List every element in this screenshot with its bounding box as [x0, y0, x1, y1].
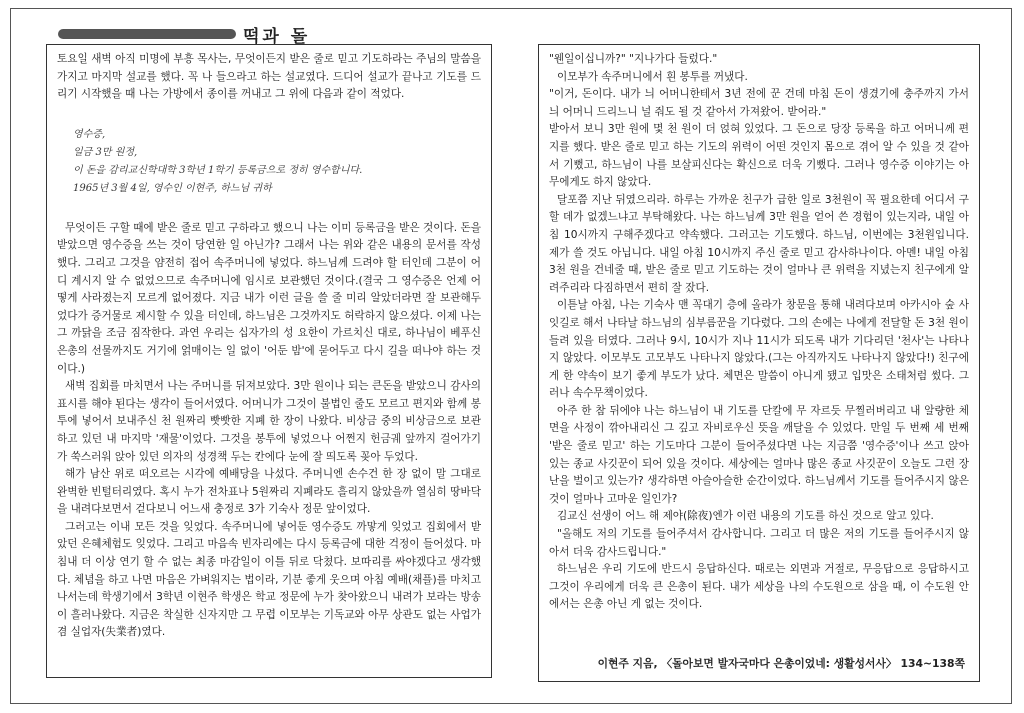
paragraph: 아주 한 참 뒤에야 나는 하느님이 내 기도를 단칼에 무 자르듯 무찔러버리고 내 알량한 체면을 사정이 깎아내리신 그 깊고 자비로우신 뜻을 깨달을 수 있었다. 만일 두 번째 세 번째 '받은 줄로 믿고' 하는 기도마다 그분이 들어주셨다면 나는 지금쯤 '영수증'이나 쓰고 앉아 있는 종교 사깃꾼이 되어 있을 것이다. 세상에는 얼마나 많은 종교 사깃꾼이 오늘도 그런 장난을 벌이고 있는가? 생각하면 아슬아슬한 순간이었다. 하느님께서 기도를 들어주시지 않은 것이 얼마나 고마운 일인가?: [549, 404, 969, 505]
paragraph: 그러고는 이내 모든 것을 잊었다. 속주머니에 넣어둔 영수증도 까맣게 잊었고 집회에서 받았던 은혜체험도 잊었다. 그리고 마음속 빈자리에는 다시 등록금에 대한 걱정이 들어섰다. 마침내 더 이상 연기 할 수 없는 최종 마감일이 이틀 뒤로 닥쳤다. 보따리를 싸야겠다고 생각했다. 체념을 하고 나면 마음은 가벼워지는 법이라, 기분 좋게 웃으며 아침 예배(채플)를 마치고 나서는데 학생기에서 3학년 이현주 학생은 학교 정문에 누가 찾아왔으니 내려가 보라는 방송이 흘러나왔다. 지금은 착실한 신자지만 그 무렵 이모부는 기독교와 아무 상관도 없는 사업가 겸 실업자(失業者)였다.: [57, 520, 481, 639]
receipt-line: 일금 3만 원정,: [73, 146, 138, 158]
paragraph: 이모부가 속주머니에서 흰 봉투를 꺼냈다.: [557, 70, 748, 83]
paragraph: 해가 남산 위로 떠오르는 시각에 예배당을 나섰다. 주머니엔 손수건 한 장 없이 말 그대로 완벽한 빈털터리였다. 혹시 누가 전차표나 5원짜리 지폐라도 흘리지 않았을까 열심히 땅바닥을 내려다보면서 걷다보니 어느새 충정로 3가 기숙사 정문 앞이었다.: [57, 468, 481, 516]
right-column: [538, 44, 980, 682]
paragraph: 무엇이든 구할 때에 받은 줄로 믿고 구하라고 했으니 나는 이미 등록금을 받은 것이다. 돈을 받았으면 영수증을 쓰는 것이 당연한 일 아닌가? 그래서 나는 위와 같은 내용의 문서를 작성했다. 그리고 그것을 얌전히 접어 속주머니에 넣었다. 하느님께 드려야 할 터인데 그분이 어디 계시지 알 수 없었으므로 속주머니에 임시로 보관했던 것이다.(결국 그 영수증은 언제 어떻게 사라졌는지 모르게 없어졌다. 지금 내가 이런 글을 쓸 줄 미리 알았더라면 잘 보관해두었다가 증거물로 제시할 수 있을 터인데, 하느님은 그것까지도 허락하지 않으셨다. 이제 나는 그 까닭을 조금 짐작한다. 과연 우리는 십자가의 성 요한이 가르치신 대로, 하나님이 베푸신 은총의 선물까지도 거기에 얽매이는 일 없이 '어둔 밤'에 묻어두고 다시 길을 떠나야 하는 것이다.): [57, 221, 481, 375]
header-decoration-bar: [58, 29, 236, 39]
page-title: 떡과 돌: [243, 27, 311, 47]
paragraph: 새벽 집회를 마치면서 나는 주머니를 뒤져보았다. 3만 원이나 되는 큰돈을 받았으니 감사의 표시를 해야 된다는 생각이 들어서였다. 어머니가 그것이 불법인 줄도 모르고 편지와 함께 봉투에 넣어서 보내주신 천 원짜리 빳빳한 지폐 한 장이 나왔다. 비상금 중의 비상금으로 보관하고 있던 내 마지막 '재물'이었다. 그것을 봉투에 넣었으나 어쩐지 헌금궤 앞까지 걸어가기가 쑥스러워 앉아 있던 의자의 성경책 두는 칸에다 눈에 잘 띄도록 꽂아 두었다.: [57, 380, 481, 463]
paragraph: 김교신 선생이 어느 해 제야(除夜)엔가 이런 내용의 기도를 하신 것으로 알고 있다.: [557, 510, 934, 523]
paragraph: 이튿날 아침, 나는 기숙사 맨 꼭대기 층에 올라가 창문을 통해 내려다보며 아카시아 숲 사잇길로 해서 나타날 하느님의 심부름꾼을 기다렸다. 그의 손에는 나에게 전달할 돈 3천 원이 들려 있을 터였다. 그러나 9시, 10시가 지나 11시가 되도록 내가 기다리던 '천사'는 나타나지 않았다. 이모부도 고모부도 나타나지 않았다.(그는 아직까지도 나타나지 않았다!) 친구에게 한 약속이 보기 좋게 부도가 났다. 체면은 말씀이 아니게 됐고 입맛은 소태처럼 썼다. 그러나 속수무책이었다.: [549, 299, 969, 400]
receipt-line: 이 돈을 감리교신학대학 3학년 1학기 등록금으로 정히 영수합니다.: [73, 164, 363, 176]
paragraph: "웬일이십니까?" "지나가다 들렀다.": [549, 53, 718, 65]
receipt-line: 영수증,: [73, 128, 106, 140]
paragraph: 토요일 새벽 아직 미명에 부흥 목사는, 무엇이든지 받은 줄로 믿고 기도하라는 주님의 말씀을 가지고 마지막 설교를 했다. 꼭 나 들으라고 하는 설교였다. 드디어 설교가 끝나고 기도를 드리기 시작했을 때 나는 가방에서 종이를 꺼내고 그 위에 다음과 같이 적었다.: [57, 53, 481, 101]
paragraph: "올해도 저의 기도를 들어주셔서 감사합니다. 그리고 더 많은 저의 기도를 들어주시지 않아서 더욱 감사드립니다.": [549, 528, 969, 558]
left-column: [46, 44, 492, 678]
paragraph: 받아서 보니 3만 원에 몇 천 원이 더 얹혀 있었다. 그 돈으로 당장 등록을 하고 어머니께 편지를 했다. 받은 줄로 믿고 하는 기도의 위력이 어떤 것인지 몸으로 겪어 알 수 있을 것 같아서 기뻤고, 하느님이 나를 보살피신다는 확신으로 더욱 기뻤다. 그러나 영수증 이야기는 아무에게도 하지 않았다.: [549, 123, 969, 189]
source-citation: 이현주 지음, 〈돌아보면 발자국마다 은총이었네: 생활성서사〉 134~138쪽: [597, 657, 965, 670]
paragraph: "이거, 돈이다. 내가 늬 어머니한테서 3년 전에 꾼 건데 마침 돈이 생겼기에 충주까지 가서 늬 어머니 드리느니 널 줘도 될 것 같아서 가져왔어. 받어라.": [549, 88, 969, 118]
handwritten-receipt: [73, 126, 481, 198]
paragraph: 달포쯤 지난 뒤였으리라. 하루는 가까운 친구가 급한 일로 3천원이 꼭 필요한데 어디서 구할 데가 없겠느냐고 부탁해왔다. 나는 하느님께 3만 원을 얻어 쓴 경험이 있는지라, 내일 아침 10시까지 구해주겠다고 약속했다. 그러고는 기도했다. 하느님, 이번에는 3천원입니다. 제가 쓸 것도 아닙니다. 내일 아침 10시까지 주신 줄로 믿고 감사하나이다. 아멘! 내일 아침 3천 원을 건네줄 때, 받은 줄로 믿고 기도하는 것이 얼마나 큰 위력을 지녔는지 친구에게 알려주리라 다짐하면서 편히 잘 잤다.: [549, 193, 969, 294]
receipt-line: 1965년 3월 4일, 영수인 이현주, 하느님 귀하: [73, 182, 272, 194]
paragraph: 하느님은 우리 기도에 반드시 응답하신다. 때로는 외면과 거절로, 무응답으로 응답하시고 그것이 우리에게 더욱 큰 은총이 된다. 내가 세상을 나의 수도원으로 삼을 때, 이 수도원 안에서는 은총 아닌 게 없는 것이다.: [549, 563, 969, 611]
